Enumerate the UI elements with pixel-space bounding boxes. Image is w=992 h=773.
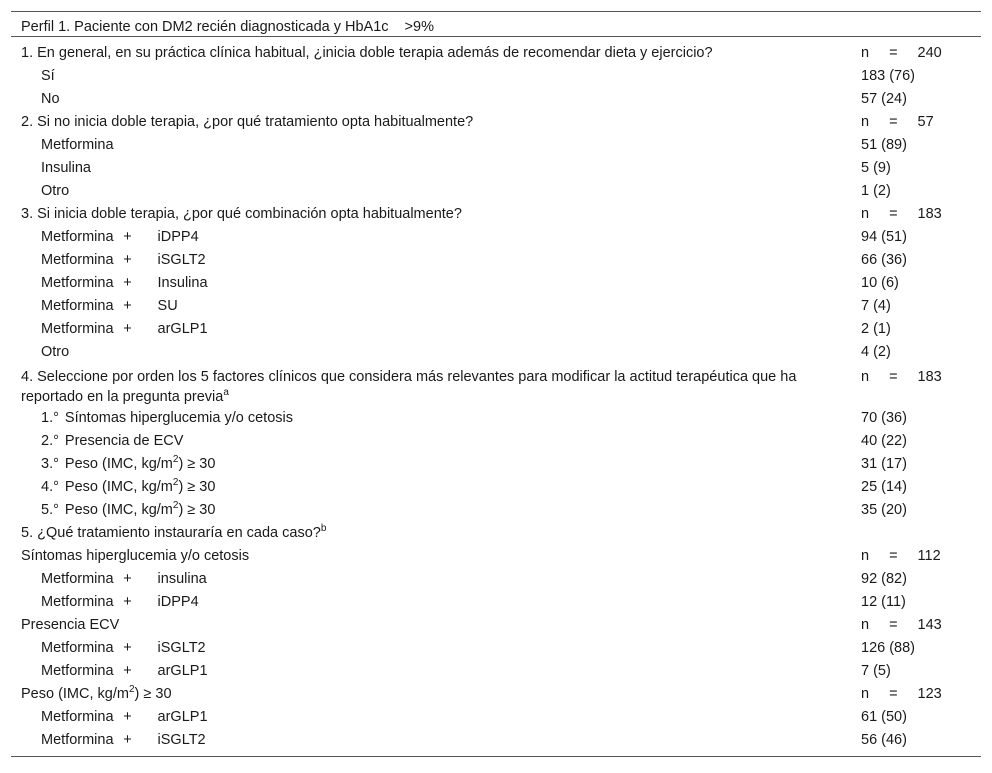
survey-table (11, 11, 981, 757)
row-value (851, 568, 981, 591)
row-label (11, 111, 851, 134)
table-row (11, 430, 981, 453)
row-value (851, 614, 981, 637)
value-text: 5 (9) (861, 160, 891, 176)
combo-left: Metformina (41, 229, 114, 245)
value-text: 56 (46) (861, 732, 907, 748)
row-value (851, 157, 981, 180)
row-label (11, 729, 851, 757)
question-text: 4. Seleccione por orden los 5 factores clínicos que considera más relevantes para modificar la actitud terapéutica que ha reportado en la pregunta previa (21, 369, 797, 405)
row-value (851, 111, 981, 134)
combo-operator: + (123, 229, 132, 245)
value-text: n = 183 (861, 369, 942, 385)
combo-right: iDPP4 (157, 594, 199, 610)
row-value (851, 134, 981, 157)
footnote-marker: b (320, 523, 327, 535)
row-label (11, 364, 851, 407)
rank-factor: Peso (IMC, kg/m (64, 456, 173, 472)
table-row (11, 407, 981, 430)
row-value (851, 295, 981, 318)
table-row (11, 203, 981, 226)
combo-left: Metformina (41, 298, 114, 314)
table-row (11, 295, 981, 318)
row-label (11, 203, 851, 226)
value-text: 31 (17) (861, 456, 907, 472)
table-row (11, 341, 981, 364)
value-text: n = 123 (861, 686, 942, 702)
table-row (11, 318, 981, 341)
answer-text: Otro (41, 344, 70, 360)
combo-operator: + (123, 709, 132, 725)
answer-text: Otro (41, 183, 70, 199)
value-text: 126 (88) (861, 640, 916, 656)
row-label (11, 134, 851, 157)
combo-left: Metformina (41, 709, 114, 725)
row-value (851, 364, 981, 407)
table-row (11, 453, 981, 476)
row-label (11, 318, 851, 341)
combo-right: iSGLT2 (157, 252, 206, 268)
subgroup-label-suffix: ) ≥ 30 (134, 686, 172, 702)
table-row (11, 364, 981, 407)
combo-right: iSGLT2 (157, 732, 206, 748)
row-value (851, 660, 981, 683)
rank-factor: Peso (IMC, kg/m (64, 502, 173, 518)
table-row (11, 226, 981, 249)
combo-left: Metformina (41, 594, 114, 610)
question-text: 2. Si no inicia doble terapia, ¿por qué tratamiento opta habitualmente? (21, 114, 474, 130)
table-row (11, 37, 981, 66)
table-row (11, 706, 981, 729)
row-value (851, 430, 981, 453)
combo-left: Metformina (41, 275, 114, 291)
rank-number: 4.° (41, 479, 59, 495)
table-row (11, 637, 981, 660)
combo-operator: + (123, 640, 132, 656)
table-row (11, 522, 981, 545)
value-text: 51 (89) (861, 137, 907, 153)
table-row (11, 134, 981, 157)
table-row (11, 683, 981, 706)
rank-factor: Peso (IMC, kg/m (64, 479, 173, 495)
rank-factor-suffix: ) ≥ 30 (178, 479, 216, 495)
row-label (11, 476, 851, 499)
combo-right: arGLP1 (157, 709, 208, 725)
table-row (11, 272, 981, 295)
value-text: n = 112 (861, 548, 941, 564)
combo-operator: + (123, 594, 132, 610)
row-value (851, 522, 981, 545)
rank-number: 1.° (41, 410, 59, 426)
row-label (11, 407, 851, 430)
row-value (851, 683, 981, 706)
subgroup-label: Síntomas hiperglucemia y/o cetosis (21, 548, 250, 564)
rank-factor: Síntomas hiperglucemia y/o cetosis (64, 410, 293, 426)
answer-text: No (41, 91, 60, 107)
value-text: n = 240 (861, 45, 942, 61)
combo-right: arGLP1 (157, 321, 208, 337)
combo-left: Metformina (41, 321, 114, 337)
row-label (11, 545, 851, 568)
table-header-row (11, 12, 981, 37)
row-value (851, 37, 981, 66)
table-row (11, 660, 981, 683)
row-label (11, 706, 851, 729)
table-title-text: Perfil 1. Paciente con DM2 recién diagnosticada y HbA1c (21, 19, 389, 35)
combo-right: iDPP4 (157, 229, 199, 245)
row-value (851, 226, 981, 249)
value-text: n = 57 (861, 114, 934, 130)
table-body (11, 37, 981, 757)
row-label (11, 157, 851, 180)
combo-left: Metformina (41, 252, 114, 268)
table-row (11, 568, 981, 591)
row-value (851, 249, 981, 272)
value-text: 7 (4) (861, 298, 891, 314)
table-row (11, 499, 981, 522)
table-title (11, 12, 981, 37)
row-value (851, 203, 981, 226)
value-text: 183 (76) (861, 68, 916, 84)
answer-text: Sí (41, 68, 55, 84)
row-value (851, 499, 981, 522)
row-value (851, 180, 981, 203)
row-value (851, 545, 981, 568)
table-row (11, 729, 981, 757)
combo-operator: + (123, 252, 132, 268)
value-text: 25 (14) (861, 479, 907, 495)
value-text: 12 (11) (861, 594, 906, 610)
value-text: 92 (82) (861, 571, 907, 587)
rank-factor-suffix: ) ≥ 30 (178, 456, 216, 472)
answer-text: Insulina (41, 160, 91, 176)
row-value (851, 729, 981, 757)
value-text: 10 (6) (861, 275, 899, 291)
superscript: 2 (172, 454, 179, 466)
row-label (11, 637, 851, 660)
superscript: 2 (128, 684, 135, 696)
row-label (11, 568, 851, 591)
rank-number: 5.° (41, 502, 59, 518)
question-text: 1. En general, en su práctica clínica habitual, ¿inicia doble terapia además de recomendar dieta y ejercicio? (21, 45, 713, 61)
table-title-threshold: >9% (404, 19, 434, 35)
table-row (11, 88, 981, 111)
combo-left: Metformina (41, 640, 114, 656)
row-label (11, 522, 851, 545)
row-label (11, 430, 851, 453)
row-label (11, 180, 851, 203)
combo-right: Insulina (157, 275, 208, 291)
value-text: 35 (20) (861, 502, 907, 518)
row-value (851, 318, 981, 341)
value-text: 1 (2) (861, 183, 891, 199)
row-label (11, 614, 851, 637)
row-value (851, 591, 981, 614)
value-text: 94 (51) (861, 229, 907, 245)
row-label (11, 591, 851, 614)
subgroup-label: Peso (IMC, kg/m (21, 686, 129, 702)
rank-factor: Presencia de ECV (64, 433, 184, 449)
combo-right: arGLP1 (157, 663, 208, 679)
value-text: 70 (36) (861, 410, 907, 426)
table-row (11, 249, 981, 272)
row-label (11, 226, 851, 249)
subgroup-label: Presencia ECV (21, 617, 120, 633)
superscript: 2 (172, 477, 179, 489)
combo-operator: + (123, 298, 132, 314)
row-label (11, 88, 851, 111)
row-value (851, 272, 981, 295)
row-value (851, 341, 981, 364)
table-row (11, 545, 981, 568)
value-text: 61 (50) (861, 709, 907, 725)
row-label (11, 683, 851, 706)
combo-operator: + (123, 663, 132, 679)
table-row (11, 476, 981, 499)
row-label (11, 295, 851, 318)
survey-table-container (11, 11, 981, 757)
table-row (11, 157, 981, 180)
row-label (11, 341, 851, 364)
value-text: n = 183 (861, 206, 942, 222)
row-label (11, 37, 851, 66)
combo-right: SU (157, 298, 178, 314)
row-label (11, 272, 851, 295)
row-label (11, 660, 851, 683)
row-value (851, 88, 981, 111)
combo-right: iSGLT2 (157, 640, 206, 656)
value-text: 4 (2) (861, 344, 891, 360)
table-row (11, 65, 981, 88)
row-value (851, 637, 981, 660)
combo-right: insulina (157, 571, 207, 587)
value-text: 7 (5) (861, 663, 891, 679)
row-label (11, 499, 851, 522)
row-value (851, 706, 981, 729)
row-value (851, 476, 981, 499)
row-label (11, 65, 851, 88)
value-text: 40 (22) (861, 433, 907, 449)
rank-number: 3.° (41, 456, 59, 472)
rank-number: 2.° (41, 433, 59, 449)
table-row (11, 614, 981, 637)
value-text: 57 (24) (861, 91, 907, 107)
combo-left: Metformina (41, 732, 114, 748)
combo-operator: + (123, 571, 132, 587)
row-label (11, 453, 851, 476)
value-text: 66 (36) (861, 252, 907, 268)
question-text: 3. Si inicia doble terapia, ¿por qué combinación opta habitualmente? (21, 206, 462, 222)
table-row (11, 591, 981, 614)
row-value (851, 407, 981, 430)
answer-text: Metformina (41, 137, 114, 153)
superscript: 2 (172, 500, 179, 512)
table-row (11, 180, 981, 203)
combo-operator: + (123, 732, 132, 748)
combo-operator: + (123, 275, 132, 291)
question-text: 5. ¿Qué tratamiento instauraría en cada caso? (21, 525, 321, 541)
row-label (11, 249, 851, 272)
combo-left: Metformina (41, 571, 114, 587)
table-row (11, 111, 981, 134)
combo-left: Metformina (41, 663, 114, 679)
value-text: 2 (1) (861, 321, 891, 337)
row-value (851, 453, 981, 476)
row-value (851, 65, 981, 88)
combo-operator: + (123, 321, 132, 337)
value-text: n = 143 (861, 617, 942, 633)
rank-factor-suffix: ) ≥ 30 (178, 502, 216, 518)
footnote-marker: a (223, 387, 229, 399)
